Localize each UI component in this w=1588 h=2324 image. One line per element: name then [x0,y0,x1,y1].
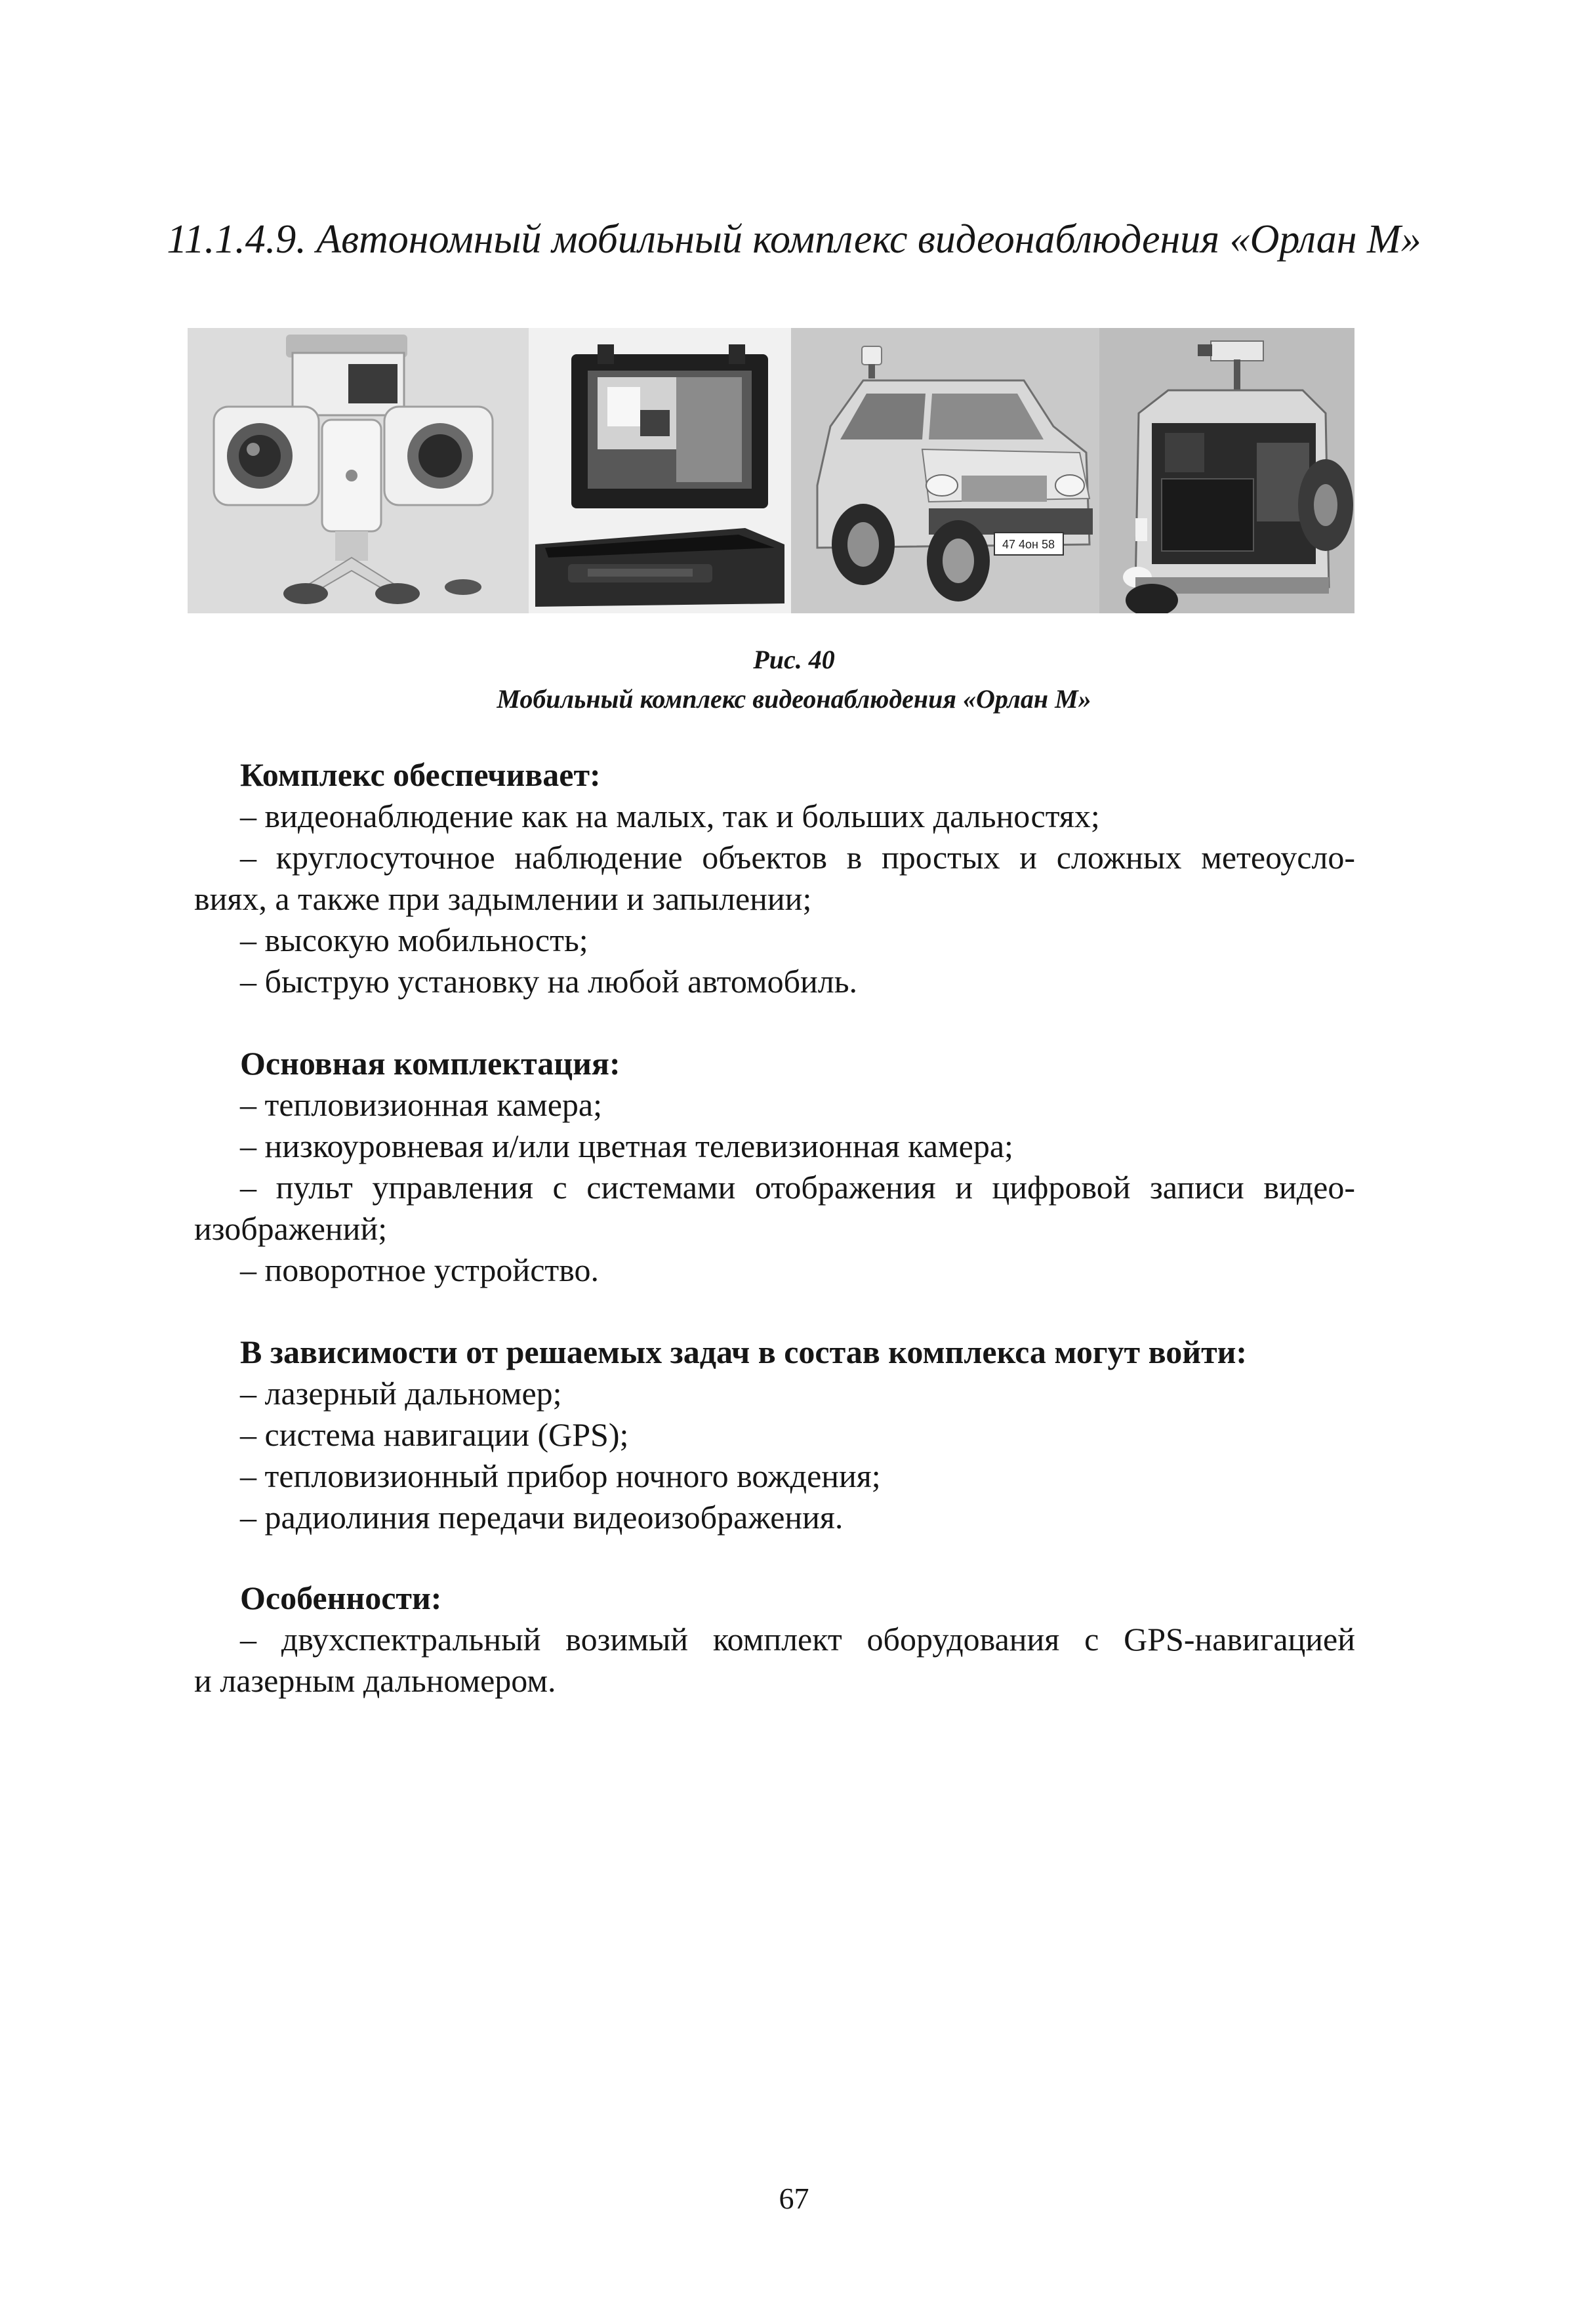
figure-photo-strip [188,328,1354,613]
vehicle-rear-illustration [1099,328,1354,613]
license-plate-text: 47 4он 58 [1002,538,1055,551]
page-number: 67 [779,2182,809,2215]
list-item: – поворотное устройство. [240,1252,599,1288]
control-case-photo [529,328,791,613]
figure-caption: Мобильный комплекс видеонаблюдения «Орлан М» [497,684,1091,714]
list-item: – система навигации (GPS); [240,1416,629,1453]
camera-unit-illustration [188,328,529,613]
block-heading: В зависимости от решаемых задач в состав комплекса могут войти: [240,1334,1248,1370]
list-item-continuation: и лазерным дальномером. [194,1662,556,1699]
vehicle-rear-photo [1099,328,1354,613]
list-item: – высокую мобильность; [240,922,588,958]
block-heading: Комплекс обеспечивает: [240,756,601,793]
features-block [194,1578,1355,1702]
capabilities-block [194,754,1355,1002]
list-item: – двухспектральный возимый комплект оборудования с GPS-навигацией [240,1621,1355,1658]
configuration-block [194,1043,1355,1291]
optional-equipment-block [194,1332,1355,1538]
list-item: – тепловизионный прибор ночного вождения; [240,1458,881,1494]
list-item: – круглосуточное наблюдение объектов в простых и сложных метеоусло- [240,839,1355,876]
block-heading: Основная комплектация: [240,1045,621,1082]
camera-unit-photo [188,328,529,613]
block-heading: Особенности: [240,1580,442,1616]
list-item: – быструю установку на любой автомобиль. [240,963,858,1000]
list-item-continuation: изображений; [194,1210,388,1247]
list-item-continuation: виях, а также при задымлении и запылении; [194,880,812,917]
figure-number: Рис. 40 [753,645,835,674]
list-item: – лазерный дальномер; [240,1375,562,1412]
list-item: – пульт управления с системами отображения и цифровой записи видео- [240,1169,1355,1206]
list-item: – радиолиния передачи видеоизображения. [240,1499,844,1536]
list-item: – видеонаблюдение как на малых, так и больших дальностях; [240,798,1100,834]
list-item: – тепловизионная камера; [240,1086,602,1123]
vehicle-front-photo [791,328,1099,613]
list-item: – низкоуровневая и/или цветная телевизионная камера; [240,1128,1013,1164]
control-case-illustration [529,328,791,613]
section-title: 11.1.4.9. Автономный мобильный комплекс видеонаблюдения «Орлан М» [167,217,1421,262]
vehicle-front-illustration [791,328,1099,613]
